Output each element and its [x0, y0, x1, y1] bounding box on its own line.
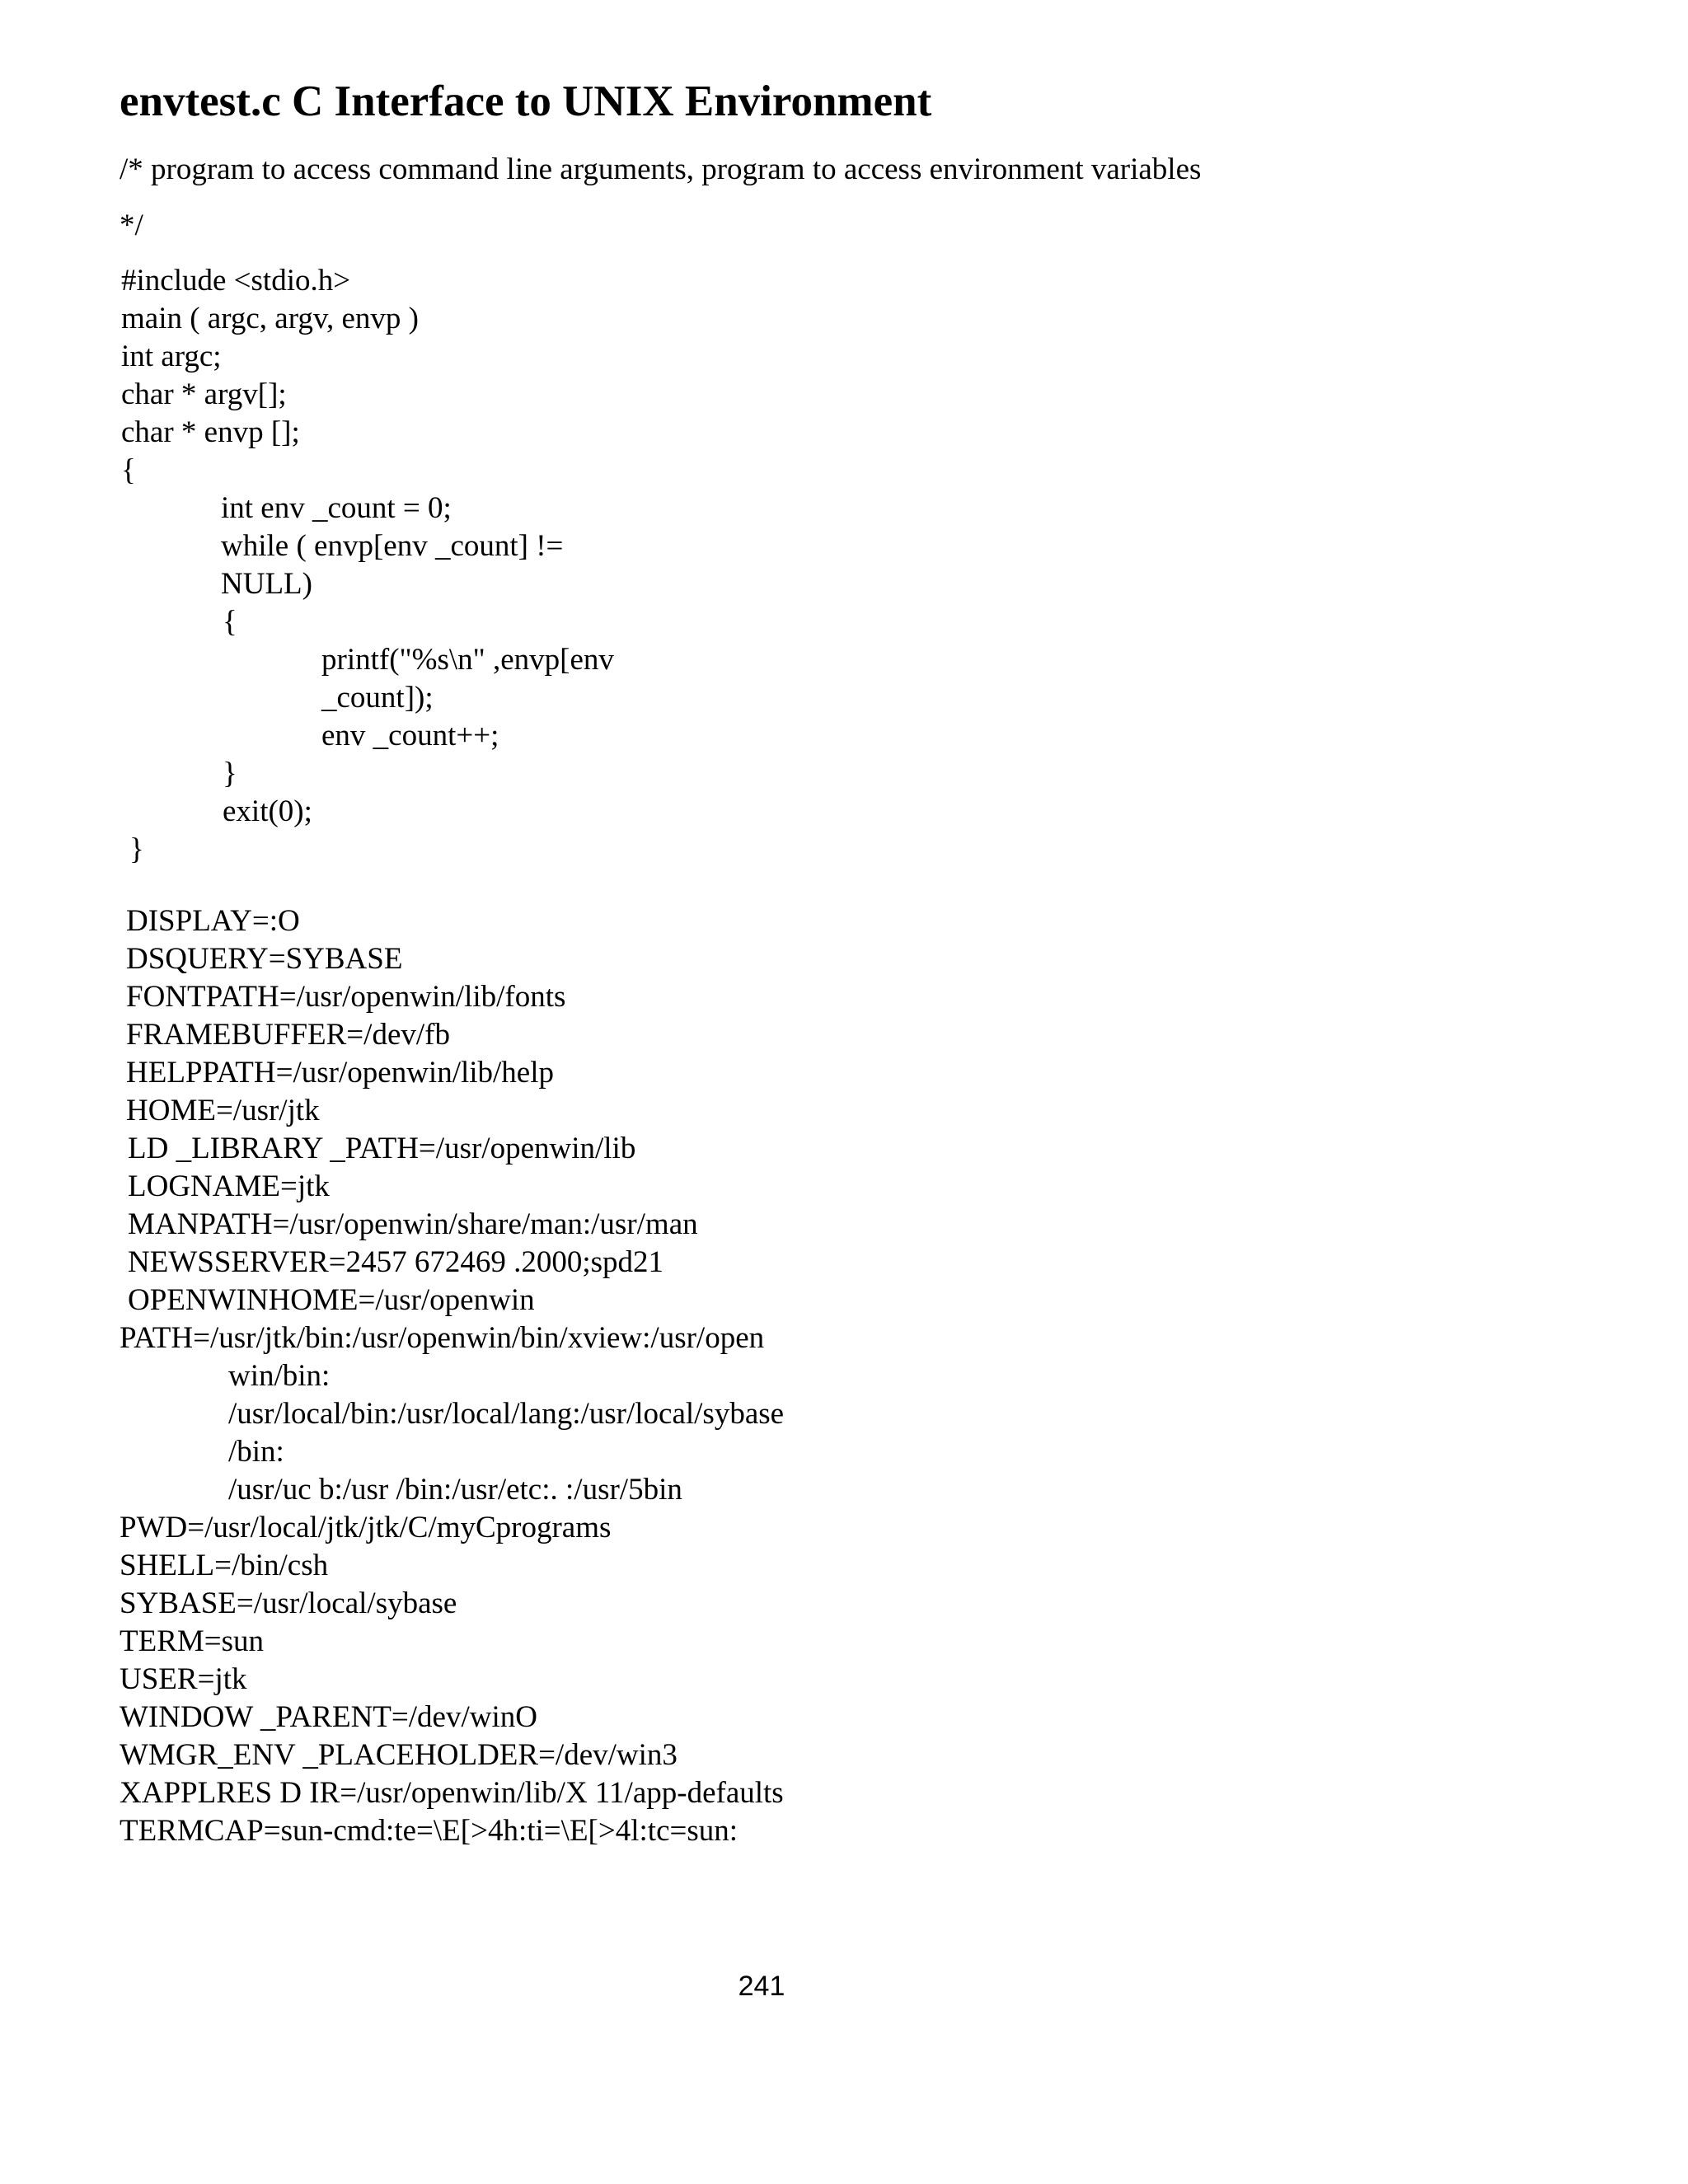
output-line: /usr/local/bin:/usr/local/lang:/usr/local/sybase [228, 1397, 785, 1431]
output-line: /bin: [228, 1435, 284, 1469]
output-line: LOGNAME=jtk [128, 1169, 330, 1203]
output-line: HELPPATH=/usr/openwin/lib/help [126, 1056, 555, 1090]
output-line: PWD=/usr/local/jtk/jtk/C/myCprograms [120, 1511, 612, 1544]
output-line: XAPPLRES D IR=/usr/openwin/lib/X 11/app-defaults [120, 1776, 784, 1810]
code-line: _count]); [321, 681, 434, 715]
output-line: FRAMEBUFFER=/dev/fb [126, 1018, 450, 1052]
output-line: OPENWINHOME=/usr/openwin [128, 1283, 535, 1317]
output-line: WINDOW _PARENT=/dev/winO [120, 1700, 537, 1734]
comment-close-line: */ [120, 209, 143, 242]
code-line: { [223, 605, 237, 639]
code-line: while ( envp[env _count] != [221, 529, 564, 563]
page-number: 241 [738, 1971, 785, 2002]
output-line: NEWSSERVER=2457 672469 .2000;spd21 [128, 1245, 664, 1279]
output-line: HOME=/usr/jtk [126, 1094, 320, 1127]
output-line: TERMCAP=sun-cmd:te=\E[>4h:ti=\E[>4l:tc=sun: [120, 1814, 738, 1848]
code-line: } [129, 832, 144, 866]
output-line: DSQUERY=SYBASE [126, 942, 403, 976]
output-line: TERM=sun [120, 1624, 265, 1658]
output-line: LD _LIBRARY _PATH=/usr/openwin/lib [128, 1132, 636, 1165]
output-line: SHELL=/bin/csh [120, 1549, 329, 1582]
output-line: WMGR_ENV _PLACEHOLDER=/dev/win3 [120, 1738, 678, 1772]
code-line: #include <stdio.h> [121, 264, 351, 298]
code-line: int env _count = 0; [221, 491, 452, 525]
code-line: { [121, 453, 136, 487]
output-line: FONTPATH=/usr/openwin/lib/fonts [126, 980, 566, 1014]
comment-open-line: /* program to access command line arguments, program to access environment variables [120, 152, 1202, 186]
page-title: envtest.c C Interface to UNIX Environment [120, 77, 932, 125]
output-line: /usr/uc b:/usr /bin:/usr/etc:. :/usr/5bin [228, 1473, 682, 1507]
output-line: DISPLAY=:O [126, 904, 300, 938]
output-line: SYBASE=/usr/local/sybase [120, 1586, 457, 1620]
output-line: win/bin: [228, 1359, 331, 1393]
code-line: char * argv[]; [121, 377, 287, 411]
code-line: char * envp []; [121, 415, 300, 449]
code-line: main ( argc, argv, envp ) [121, 302, 419, 335]
code-line: env _count++; [321, 719, 499, 752]
code-line: exit(0); [223, 794, 312, 828]
code-line: NULL) [221, 567, 312, 601]
output-line: USER=jtk [120, 1662, 247, 1696]
code-line: int argc; [121, 340, 222, 373]
code-line: printf("%s\n" ,envp[env [321, 643, 614, 677]
output-line: PATH=/usr/jtk/bin:/usr/openwin/bin/xview:/usr/open [120, 1321, 765, 1355]
code-line: } [223, 757, 237, 790]
output-line: MANPATH=/usr/openwin/share/man:/usr/man [128, 1207, 698, 1241]
